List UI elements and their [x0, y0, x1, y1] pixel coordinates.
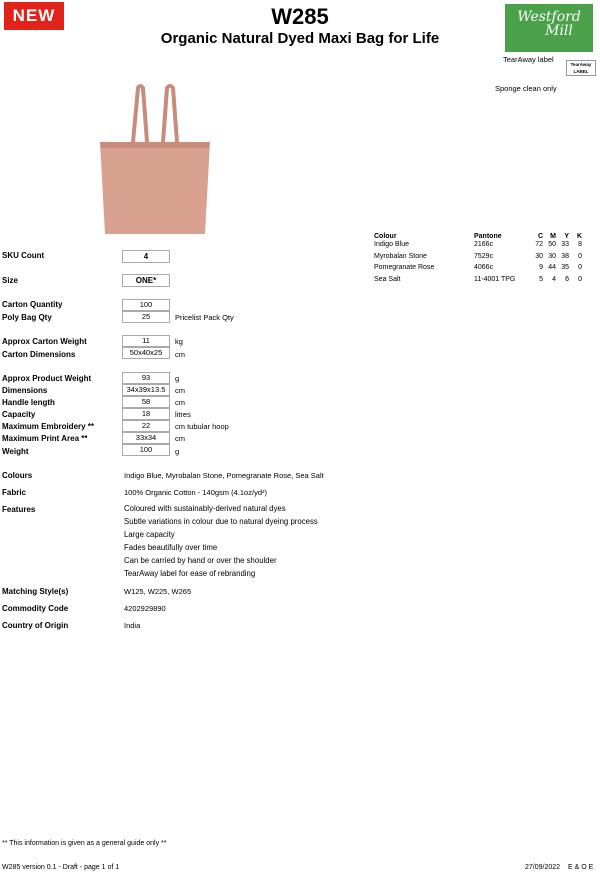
col-header: M [550, 232, 556, 240]
sku-count-label: SKU Count [2, 251, 45, 260]
product-code: W285 [271, 4, 329, 29]
size-value: ONE* [122, 274, 170, 287]
matching-styles-label: Matching Style(s) [2, 587, 69, 596]
capacity-unit: litres [175, 410, 191, 419]
colours-label: Colours [2, 471, 33, 480]
cell: 11-4001 TPG [474, 275, 516, 283]
cell: 35 [561, 264, 569, 271]
commodity-code-label: Commodity Code [2, 604, 69, 613]
cell: 0 [578, 275, 582, 283]
col-header: Colour [374, 232, 397, 240]
capacity-label: Capacity [2, 410, 36, 419]
care-instructions: Sponge clean only [495, 84, 557, 93]
westford-mill-logo: Westford Mill [505, 4, 593, 52]
poly-bag-qty-value: 25 [122, 311, 170, 323]
feature-item: Large capacity [124, 530, 175, 539]
feature-item: Fades beautifully over time [124, 543, 218, 552]
carton-quantity-value: 100 [122, 299, 170, 311]
feature-item: Can be carried by hand or over the shoulder [124, 556, 277, 565]
features-label: Features [2, 505, 36, 514]
cell: 30 [535, 252, 543, 260]
max-print-area-value: 33x34 [122, 432, 170, 444]
product-weight-label: Approx Product Weight [2, 374, 92, 383]
cell: 9 [539, 264, 543, 271]
fabric-value: 100% Organic Cotton - 140gsm (4.1oz/yd²) [124, 488, 267, 497]
tearaway-label-icon: TearAway LABEL [566, 60, 596, 76]
weight-label: Weight [2, 447, 29, 456]
colours-value: Indigo Blue, Myrobalan Stone, Pomegranate Rose, Sea Salt [124, 471, 324, 480]
new-badge: NEW [4, 2, 64, 30]
capacity-value: 18 [122, 408, 170, 420]
handle-length-value: 58 [122, 396, 170, 408]
weight-value: 100 [122, 444, 170, 456]
footer-date: 27/09/2022 [525, 864, 561, 871]
size-label: Size [2, 276, 19, 285]
carton-dimensions-label: Carton Dimensions [2, 350, 76, 359]
dimensions-unit: cm [175, 386, 185, 395]
max-print-area-unit: cm [175, 434, 185, 443]
cell: Pomegranate Rose [374, 264, 435, 271]
cell: 0 [578, 264, 582, 271]
cell: 30 [548, 252, 556, 260]
cell: 7529c [474, 252, 494, 260]
cell: 72 [535, 241, 543, 248]
col-header: Pantone [474, 232, 502, 240]
table-row [374, 241, 582, 253]
cell: 44 [548, 264, 556, 271]
table-row [374, 276, 582, 288]
matching-styles-value: W125, W225, W265 [124, 587, 192, 596]
cell: Indigo Blue [374, 241, 410, 248]
colour-table [374, 231, 582, 287]
product-weight-unit: g [175, 374, 180, 383]
cell: Myrobalan Stone [374, 252, 427, 260]
cell: 4 [552, 275, 556, 283]
tearaway-label-text: TearAway label [503, 55, 554, 64]
features-list [124, 504, 318, 582]
product-weight-value: 93 [122, 372, 170, 384]
table-row [374, 264, 582, 276]
col-header: Y [564, 232, 569, 240]
cell: 38 [561, 252, 569, 260]
col-header: K [576, 232, 582, 240]
cell: 4066c [474, 264, 494, 271]
commodity-code-value: 4202929890 [124, 604, 166, 613]
dimensions-label: Dimensions [2, 386, 48, 395]
footer-note: ** This information is given as a general guide only ** [2, 840, 167, 847]
footer-eoe: E & O E [568, 864, 594, 871]
carton-weight-label: Approx Carton Weight [2, 337, 87, 346]
cell: 5 [539, 275, 543, 283]
cell: 8 [578, 241, 582, 248]
weight-unit: g [175, 447, 180, 456]
fabric-label: Fabric [2, 488, 27, 497]
carton-quantity-label: Carton Quantity [2, 300, 63, 309]
product-title: Organic Natural Dyed Maxi Bag for Life [160, 30, 440, 47]
cell: 0 [578, 252, 582, 260]
country-of-origin-value: India [124, 621, 141, 630]
carton-weight-unit: kg [175, 337, 183, 346]
carton-dimensions-value: 50x40x25 [122, 347, 170, 359]
cell: 33 [561, 241, 569, 248]
handle-length-label: Handle length [2, 398, 55, 407]
carton-dimensions-unit: cm [175, 350, 185, 359]
max-embroidery-label: Maximum Embroidery ** [2, 422, 95, 431]
feature-item: Subtle variations in colour due to natural dyeing process [124, 517, 318, 526]
poly-bag-qty-label: Poly Bag Qty [2, 313, 52, 322]
country-of-origin-label: Country of Origin [2, 621, 69, 630]
carton-weight-value: 11 [122, 335, 170, 347]
max-embroidery-unit: cm tubular hoop [175, 422, 229, 431]
feature-item: Coloured with sustainably-derived natural dyes [124, 504, 286, 513]
bag-product-image [95, 82, 215, 242]
cell: 6 [565, 275, 569, 283]
feature-item: TearAway label for ease of rebranding [124, 569, 256, 578]
max-print-area-label: Maximum Print Area ** [2, 434, 88, 443]
footer-version: W285 version 0.1 - Draft - page 1 of 1 [2, 864, 120, 871]
sku-count-value: 4 [122, 250, 170, 263]
cell: 50 [548, 241, 556, 248]
dimensions-value: 34x39x13.5 [122, 384, 170, 396]
max-embroidery-value: 22 [122, 420, 170, 432]
handle-length-unit: cm [175, 398, 185, 407]
poly-bag-note: Pricelist Pack Qty [175, 313, 234, 322]
col-header: C [537, 232, 543, 240]
cell: 2166c [474, 241, 494, 248]
cell: Sea Salt [374, 275, 401, 283]
table-row [374, 253, 582, 265]
